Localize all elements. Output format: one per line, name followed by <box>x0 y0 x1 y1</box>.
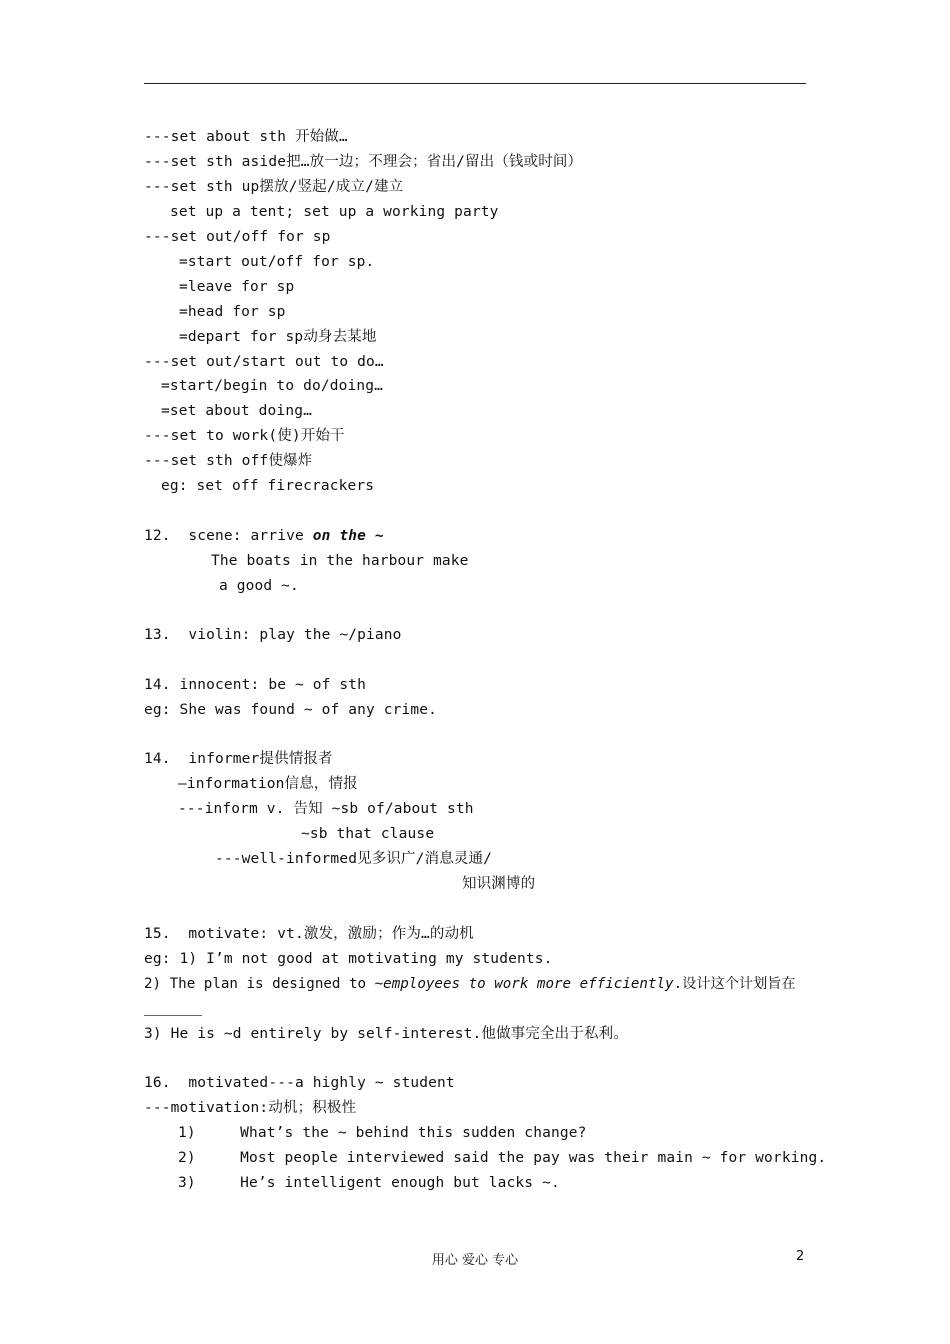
text-line: eg: 1) I’m not good at motivating my students. <box>144 951 553 967</box>
text-line: =set about doing… <box>161 403 312 419</box>
text-line: 2) Most people interviewed said the pay was their main ~ for working. <box>178 1150 827 1166</box>
text-line: set up a tent; set up a working party <box>170 204 499 220</box>
text-line: ---set sth up摆放/竖起/成立/建立 <box>144 179 404 195</box>
text-line: =head for sp <box>179 304 286 320</box>
text-line: =start out/off for sp. <box>179 254 375 270</box>
page-number: 2 <box>796 1249 805 1264</box>
text-line: eg: set off firecrackers <box>161 478 375 494</box>
text-line: ---set out/start out to do… <box>144 354 384 370</box>
text-line: ~sb that clause <box>301 826 435 842</box>
example-2-prefix: 2) The plan is designed to <box>144 976 375 992</box>
text-line: ---set about sth 开始做… <box>144 129 348 145</box>
fill-in-blank-line <box>144 1015 202 1016</box>
text-line: 知识渊博的 <box>462 876 536 892</box>
text-line: 1) What’s the ~ behind this sudden change? <box>178 1125 587 1141</box>
text-line: —information信息，情报 <box>178 776 358 792</box>
text-line: 14. innocent: be ~ of sth <box>144 677 366 693</box>
text-line: =start/begin to do/doing… <box>161 378 383 394</box>
text-line: =depart for sp动身去某地 <box>179 329 377 345</box>
example-2-line <box>144 975 796 993</box>
text-line: ---inform v. 告知 ~sb of/about sth <box>178 801 474 817</box>
text-line: ---set out/off for sp <box>144 229 331 245</box>
text-line: 3) He is ~d entirely by self-interest.他做事完全出于私利。 <box>144 1026 628 1042</box>
text-line: ---set sth off使爆炸 <box>144 453 313 469</box>
text-line: a good ~. <box>219 578 299 594</box>
italic-text: ~employees to work more efficiently <box>374 976 674 992</box>
entry-12-label: 12. scene: arrive <box>144 528 313 544</box>
emphasis-text: on the ~ <box>312 528 384 544</box>
text-line: 16. motivated---a highly ~ student <box>144 1075 455 1091</box>
entry-12-line <box>144 527 384 545</box>
example-2-suffix: .设计这个计划旨在 <box>673 976 796 992</box>
text-line: The boats in the harbour make <box>211 553 469 569</box>
text-line: 14. informer提供情报者 <box>144 751 333 767</box>
text-line: ---set sth aside把…放一边；不理会；省出/留出（钱或时间） <box>144 154 583 170</box>
text-line: 15. motivate: vt.激发，激励；作为…的动机 <box>144 926 474 942</box>
text-line: ---set to work(使)开始干 <box>144 428 345 444</box>
text-line: 13. violin: play the ~/piano <box>144 627 402 643</box>
page-footer: 用心 爱心 专心 <box>431 1253 519 1268</box>
text-line: =leave for sp <box>179 279 295 295</box>
text-line: 3) He’s intelligent enough but lacks ~. <box>178 1175 560 1191</box>
text-line: eg: She was found ~ of any crime. <box>144 702 438 718</box>
header-rule <box>144 83 806 84</box>
text-line: ---motivation:动机；积极性 <box>144 1100 357 1116</box>
text-line: ---well-informed见多识广/消息灵通/ <box>215 851 493 867</box>
